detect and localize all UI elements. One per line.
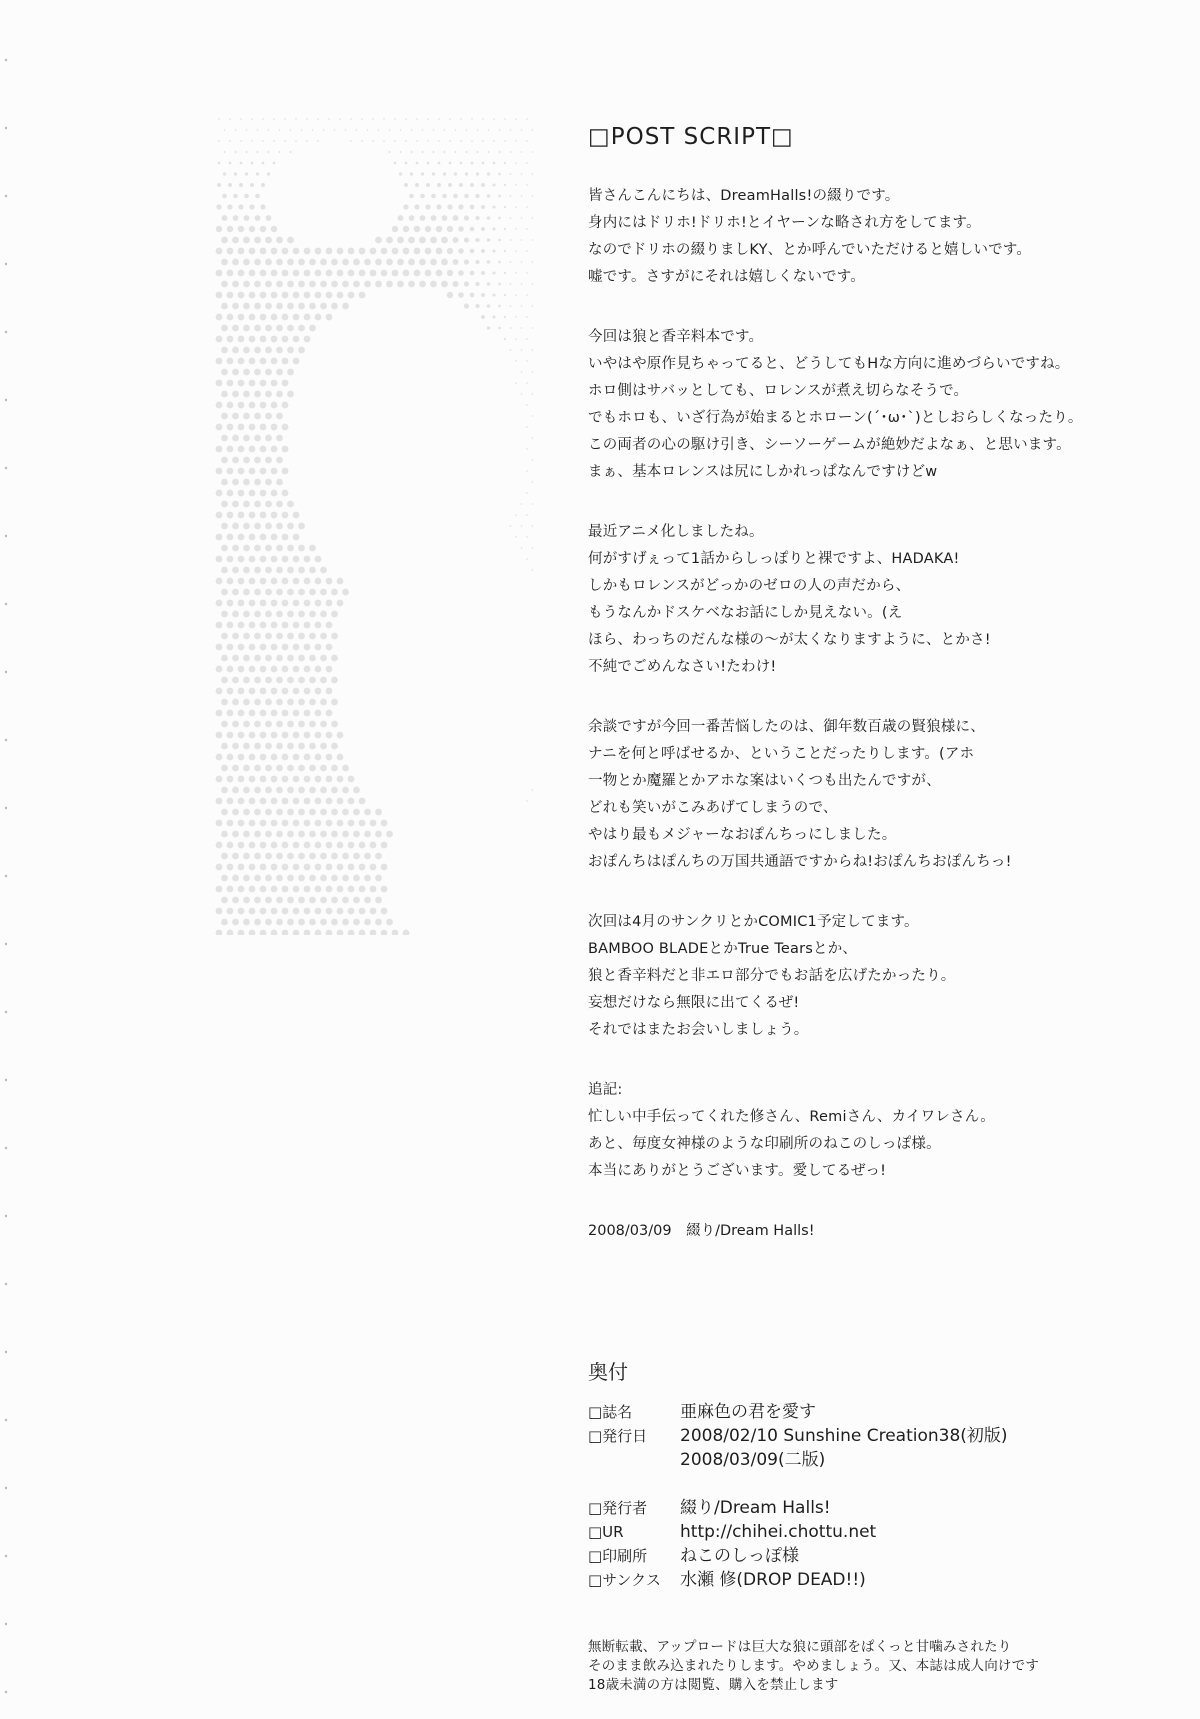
colophon-value: 綴り/Dream Halls! [680,1498,831,1518]
colophon-value: http://chihei.chottu.net [680,1522,877,1542]
text-line: それではまたお会いしましょう。 [588,1022,809,1038]
text-line: いやはや原作見ちゃってると、どうしてもHな方向に進めづらいですね。 [588,356,1070,372]
text-line: ナニを何と呼ばせるか、ということだったりします。(アホ [588,746,975,762]
text-line: この両者の心の駆け引き、シーソーゲームが絶妙だよなぁ、と思います。 [588,437,1071,453]
colophon-value: 水瀬 修(DROP DEAD!!) [680,1570,866,1590]
signoff-line: 2008/03/09 綴り/Dream Halls! [588,1223,815,1239]
text-line: 狼と香辛料だと非エロ部分でもお話を広げたかったり。 [588,968,956,984]
text-line: 妄想だけなら無限に出てくるぜ! [588,995,800,1011]
postscript-heading: □POST SCRIPT□ [588,124,794,150]
text-line: 何がすげぇって1話からしっぽりと裸ですよ、HADAKA! [588,551,960,567]
text-line: 次回は4月のサンクリとかCOMIC1予定してます。 [588,914,919,930]
text-line: でもホロも、いざ行為が始まるとホローン(´･ω･`)としおらしくなったり。 [588,410,1083,426]
text-line: ほら、わっちのだんな様の～が太くなりますように、とかさ! [588,632,991,648]
colophon-row-thanks [588,1568,1148,1592]
colophon-row-date-continued [588,1448,1148,1472]
text-line: なのでドリホの綴りましKY、とか呼んでいただけると嬉しいです。 [588,242,1032,258]
colophon-label: □UR [588,1523,624,1541]
text-line: 忙しい中手伝ってくれた修さん、Remiさん、カイワレさん。 [588,1109,995,1125]
paragraph-postscript-note [588,1077,1148,1185]
text-line: 嘘です。さすがにそれは嬉しくないです。 [588,269,865,285]
colophon-spacer [588,1472,1148,1496]
colophon-label: □サンクス [588,1571,661,1589]
notice-line: そのまま飲み込まれたりします。やめましょう。又、本誌は成人向けです [588,1658,1040,1674]
legal-notice [588,1638,1148,1695]
notice-line: 無断転載、アップロードは巨大な狼に頭部をぱくっと甘噛みされたり [588,1639,1012,1655]
paragraph-greeting [588,183,1148,291]
colophon-label: □誌名 [588,1403,633,1421]
page-edge-specks [0,0,14,1719]
colophon-value: 2008/02/10 Sunshine Creation38(初版) [680,1426,1008,1446]
text-line: どれも笑いがこみあげてしまうので、 [588,800,838,816]
colophon-label: □発行者 [588,1499,648,1517]
paragraph-next-event [588,909,1148,1044]
colophon-row-date [588,1424,1148,1448]
text-line: 最近アニメ化しましたね。 [588,524,764,540]
text-line: 身内にはドリホ!ドリホ!とイヤーンな略され方をしてます。 [588,215,981,231]
colophon-section [588,1358,1148,1592]
text-line: 追記: [588,1082,623,1098]
text-line: しかもロレンスがどっかのゼロの人の声だから、 [588,578,911,594]
text-line: あと、毎度女神様のような印刷所のねこのしっぽ様。 [588,1136,941,1152]
text-line: 今回は狼と香辛料本です。 [588,329,764,345]
halftone-illustration [215,115,535,935]
colophon-row-url [588,1520,1148,1544]
colophon-value: 亜麻色の君を愛す [680,1402,816,1422]
text-line: 余談ですが今回一番苦悩したのは、御年数百歳の賢狼様に、 [588,719,985,735]
colophon-title: 奥付 [588,1360,628,1384]
paragraph-book-topic [588,324,1148,486]
colophon-row-printer [588,1544,1148,1568]
colophon-label: □印刷所 [588,1547,648,1565]
paragraph-aside [588,714,1148,876]
text-line: BAMBOO BLADEとかTrue Tearsとか、 [588,941,858,957]
colophon-value: ねこのしっぽ様 [680,1546,799,1566]
text-line: 一物とか魔羅とかアホな案はいくつも出たんですが、 [588,773,941,789]
paragraph-anime [588,519,1148,681]
notice-line: 18歳未満の方は閲覧、購入を禁止します [588,1677,839,1693]
text-line: 不純でごめんなさい!たわけ! [588,659,777,675]
colophon-row-publisher [588,1496,1148,1520]
text-line: 皆さんこんにちは、DreamHalls!の綴りです。 [588,188,900,204]
text-line: もうなんかドスケベなお話にしか見えない。(え [588,605,903,621]
colophon-label: □発行日 [588,1427,648,1445]
colophon-value: 2008/03/09(二版) [680,1450,826,1470]
postscript-section [588,122,1148,1245]
colophon-row-title [588,1400,1148,1424]
text-line: ホロ側はサバッとしても、ロレンスが煮え切らなそうで。 [588,383,969,399]
text-line: おぽんちはぽんちの万国共通語ですからね!おぽんちおぽんちっ! [588,854,1012,870]
text-line: やはり最もメジャーなおぽんちっにしました。 [588,827,897,843]
text-line: まぁ、基本ロレンスは尻にしかれっぱなんですけどw [588,464,938,480]
text-line: 本当にありがとうございます。愛してるぜっ! [588,1163,887,1179]
